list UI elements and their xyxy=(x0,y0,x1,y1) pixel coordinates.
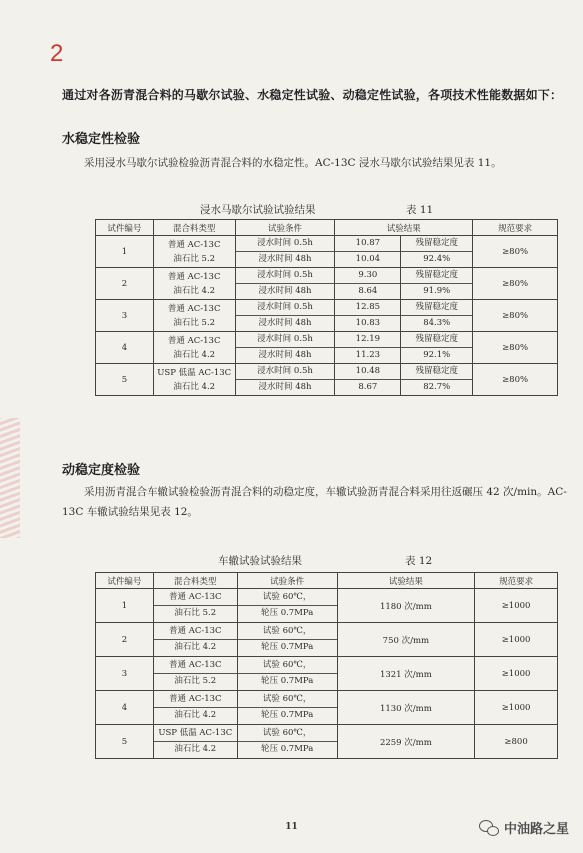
section-paragraph-dynamic-stability xyxy=(62,482,574,522)
mix-type-cell xyxy=(153,332,235,364)
wechat-icon xyxy=(479,820,499,836)
header-cell: 试验条件 xyxy=(237,573,337,589)
test-condition-cell xyxy=(237,691,337,725)
spec-requirement-cell: ≥1000 xyxy=(475,589,558,623)
test-condition-cell xyxy=(237,589,337,623)
condition-line: 浸水时间 48h xyxy=(236,315,335,331)
intro-sentence: 通过对各沥青混合料的马歇尔试验、水稳定性试验、动稳定性试验，各项技术性能数据如下： xyxy=(62,88,563,102)
condition-line: 浸水时间 0.5h xyxy=(257,238,313,248)
asphalt-ratio-line: 油石比 5.2 xyxy=(173,253,216,264)
test-result-cell: 1180 次/mm xyxy=(337,589,475,623)
condition-line: 试验 60℃， xyxy=(262,626,312,636)
mix-type-line: 普通 AC-13C xyxy=(167,303,221,314)
mix-type-cell xyxy=(153,657,237,691)
header-cell: 规范要求 xyxy=(475,573,558,589)
asphalt-ratio-line: 油石比 4.2 xyxy=(154,707,237,723)
header-cell: 试验结果 xyxy=(337,573,475,589)
table-row xyxy=(96,691,558,725)
result-value: 10.48 xyxy=(355,366,381,376)
table-row xyxy=(96,300,558,332)
header-cell: 混合料类型 xyxy=(153,220,235,236)
table-title: 浸水马歇尔试验试验结果 xyxy=(200,204,316,216)
condition-line: 轮压 0.7MPa xyxy=(238,707,337,723)
mix-type-line: 普通 AC-13C xyxy=(167,239,221,250)
spec-requirement-cell: ≥80% xyxy=(473,236,558,268)
specimen-id-cell: 5 xyxy=(96,725,154,759)
paragraph-text: 采用浸水马歇尔试验检验沥青混合料的水稳定性。AC-13C 浸水马歇尔试验结果见表 11。 xyxy=(84,157,502,169)
test-condition-cell xyxy=(237,725,337,759)
test-condition-cell xyxy=(237,623,337,657)
table-row xyxy=(96,268,558,300)
asphalt-ratio-line: 油石比 5.2 xyxy=(154,605,237,621)
result-value: 10.83 xyxy=(335,315,400,331)
result-value: 12.85 xyxy=(355,302,381,312)
header-cell: 混合料类型 xyxy=(153,573,237,589)
mix-type-line: 普通 AC-13C xyxy=(169,660,222,670)
test-condition-cell xyxy=(235,236,335,268)
condition-line: 浸水时间 0.5h xyxy=(257,334,313,344)
residual-stability-value: 92.1% xyxy=(401,347,472,363)
residual-stability-cell xyxy=(401,364,473,396)
specimen-id-cell: 3 xyxy=(96,300,154,332)
mix-type-cell xyxy=(153,691,237,725)
header-cell: 试验结果 xyxy=(335,220,473,236)
residual-stability-value: 84.3% xyxy=(401,315,472,331)
red-stamp-fragment xyxy=(0,418,20,538)
table-row xyxy=(96,364,558,396)
table-row xyxy=(96,589,558,623)
spec-requirement-cell: ≥80% xyxy=(473,364,558,396)
table-row xyxy=(96,332,558,364)
page-number: 11 xyxy=(285,822,298,832)
mix-type-line: 普通 AC-13C xyxy=(167,271,221,282)
specimen-id-cell: 4 xyxy=(96,691,154,725)
specimen-id-cell: 2 xyxy=(96,623,154,657)
residual-stability-label: 残留稳定度 xyxy=(415,302,458,312)
test-result-cell xyxy=(335,268,401,300)
test-result-cell: 2259 次/mm xyxy=(337,725,475,759)
test-condition-cell xyxy=(235,364,335,396)
residual-stability-cell xyxy=(401,236,473,268)
mix-type-cell xyxy=(153,236,235,268)
condition-line: 浸水时间 48h xyxy=(236,379,335,395)
specimen-id-cell: 2 xyxy=(96,268,154,300)
asphalt-ratio-line: 油石比 5.2 xyxy=(154,673,237,689)
header-cell: 规范要求 xyxy=(473,220,558,236)
section-paragraph-water-stability xyxy=(62,153,574,173)
condition-line: 轮压 0.7MPa xyxy=(238,639,337,655)
mix-type-cell xyxy=(153,300,235,332)
condition-line: 浸水时间 48h xyxy=(236,251,335,267)
residual-stability-label: 残留稳定度 xyxy=(415,334,458,344)
result-value: 8.67 xyxy=(335,379,400,395)
test-result-cell xyxy=(335,332,401,364)
watermark-text: 中油路之星 xyxy=(503,822,569,837)
condition-line: 试验 60℃， xyxy=(262,694,312,704)
table-row xyxy=(96,623,558,657)
asphalt-ratio-line: 油石比 4.2 xyxy=(173,285,216,296)
mix-type-line: USP 低温 AC-13C xyxy=(158,728,233,738)
table-row xyxy=(96,657,558,691)
condition-line: 浸水时间 0.5h xyxy=(257,366,313,376)
condition-line: 浸水时间 0.5h xyxy=(257,270,313,280)
residual-stability-label: 残留稳定度 xyxy=(415,238,458,248)
asphalt-ratio-line: 油石比 4.2 xyxy=(154,741,237,757)
handwritten-marker: 2 xyxy=(50,40,64,67)
header-cell: 试件编号 xyxy=(96,220,154,236)
asphalt-ratio-line: 油石比 4.2 xyxy=(173,381,216,392)
condition-line: 浸水时间 48h xyxy=(236,347,335,363)
test-condition-cell xyxy=(235,300,335,332)
mix-type-line: 普通 AC-13C xyxy=(169,694,222,704)
section-heading-dynamic-stability: 动稳定度检验 xyxy=(62,463,141,478)
paragraph-text: 采用沥青混合车辙试验检验沥青混合料的动稳定度，车辙试验沥青混合料采用往返碾压 42 次/min。AC-13C 车辙试验结果见表 12。 xyxy=(62,486,567,518)
test-result-cell xyxy=(335,300,401,332)
test-result-cell: 1321 次/mm xyxy=(337,657,475,691)
condition-line: 轮压 0.7MPa xyxy=(238,673,337,689)
table-header-row xyxy=(96,573,558,589)
rutting-test-table xyxy=(95,572,558,759)
condition-line: 轮压 0.7MPa xyxy=(238,741,337,757)
residual-stability-label: 残留稳定度 xyxy=(415,366,458,376)
specimen-id-cell: 3 xyxy=(96,657,154,691)
result-value: 10.04 xyxy=(335,251,400,267)
table-header-row xyxy=(96,220,558,236)
spec-requirement-cell: ≥80% xyxy=(473,332,558,364)
water-stability-table xyxy=(95,219,558,396)
mix-type-line: USP 低温 AC-13C xyxy=(157,367,232,378)
section-heading-water-stability: 水稳定性检验 xyxy=(62,132,141,147)
residual-stability-cell xyxy=(401,268,473,300)
table-row xyxy=(96,236,558,268)
mix-type-cell xyxy=(153,623,237,657)
residual-stability-value: 91.9% xyxy=(401,283,472,299)
mix-type-cell xyxy=(153,364,235,396)
spec-requirement-cell: ≥1000 xyxy=(475,623,558,657)
residual-stability-value: 92.4% xyxy=(401,251,472,267)
result-value: 8.64 xyxy=(335,283,400,299)
header-cell: 试件编号 xyxy=(96,573,154,589)
spec-requirement-cell: ≥80% xyxy=(473,300,558,332)
spec-requirement-cell: ≥800 xyxy=(475,725,558,759)
spec-requirement-cell: ≥80% xyxy=(473,268,558,300)
test-condition-cell xyxy=(237,657,337,691)
table-title: 车辙试验试验结果 xyxy=(218,555,302,567)
header-cell: 试验条件 xyxy=(235,220,335,236)
mix-type-cell xyxy=(153,268,235,300)
mix-type-line: 普通 AC-13C xyxy=(169,592,222,602)
residual-stability-value: 82.7% xyxy=(401,379,472,395)
specimen-id-cell: 4 xyxy=(96,332,154,364)
account-watermark xyxy=(479,818,569,837)
test-condition-cell xyxy=(235,332,335,364)
condition-line: 轮压 0.7MPa xyxy=(238,605,337,621)
spec-requirement-cell: ≥1000 xyxy=(475,691,558,725)
asphalt-ratio-line: 油石比 4.2 xyxy=(173,349,216,360)
mix-type-cell xyxy=(153,725,237,759)
result-value: 9.30 xyxy=(358,270,378,280)
asphalt-ratio-line: 油石比 4.2 xyxy=(154,639,237,655)
mix-type-line: 普通 AC-13C xyxy=(169,626,222,636)
residual-stability-cell xyxy=(401,300,473,332)
test-result-cell: 750 次/mm xyxy=(337,623,475,657)
condition-line: 浸水时间 48h xyxy=(236,283,335,299)
specimen-id-cell: 1 xyxy=(96,589,154,623)
result-value: 10.87 xyxy=(355,238,381,248)
test-condition-cell xyxy=(235,268,335,300)
test-result-cell xyxy=(335,364,401,396)
table-number: 表 11 xyxy=(406,204,434,216)
condition-line: 试验 60℃， xyxy=(262,592,312,602)
test-result-cell: 1130 次/mm xyxy=(337,691,475,725)
residual-stability-label: 残留稳定度 xyxy=(415,270,458,280)
test-result-cell xyxy=(335,236,401,268)
result-value: 11.23 xyxy=(335,347,400,363)
mix-type-cell xyxy=(153,589,237,623)
specimen-id-cell: 1 xyxy=(96,236,154,268)
condition-line: 试验 60℃， xyxy=(262,660,312,670)
result-value: 12.19 xyxy=(355,334,381,344)
table-row xyxy=(96,725,558,759)
spec-requirement-cell: ≥1000 xyxy=(475,657,558,691)
asphalt-ratio-line: 油石比 5.2 xyxy=(173,317,216,328)
specimen-id-cell: 5 xyxy=(96,364,154,396)
condition-line: 试验 60℃， xyxy=(262,728,312,738)
residual-stability-cell xyxy=(401,332,473,364)
table-number: 表 12 xyxy=(405,555,433,567)
mix-type-line: 普通 AC-13C xyxy=(167,335,221,346)
condition-line: 浸水时间 0.5h xyxy=(257,302,313,312)
